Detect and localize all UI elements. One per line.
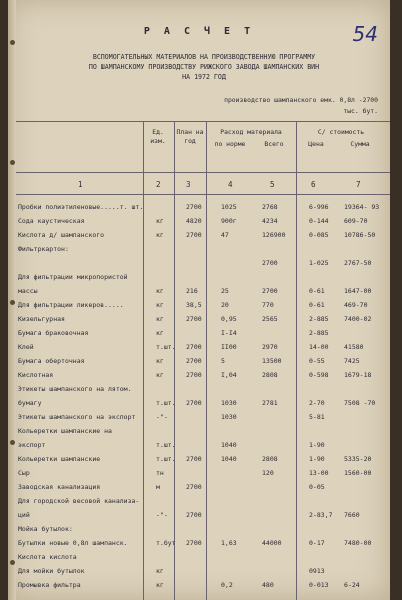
production-line-2: тыс. бут.	[343, 107, 378, 115]
table-row	[16, 382, 390, 396]
cell-name: Этикеты шампанского на экспорт	[18, 413, 136, 421]
cell-price: 0913	[309, 567, 325, 575]
cell-price: 13-00	[309, 469, 329, 477]
cell-sum: 469-70	[344, 301, 368, 309]
table-row	[16, 298, 390, 312]
cell-total: 126900	[262, 231, 286, 239]
document-title: Р А С Ч Е Т	[143, 26, 255, 37]
cell-unit: кг	[156, 567, 164, 575]
header-unit: Ед. изм.	[150, 128, 166, 145]
cell-total: 2808	[262, 371, 278, 379]
cell-norm: 1030	[221, 399, 237, 407]
cell-name: Для мойки бутылок	[18, 567, 85, 575]
production-line-1: производство шампанского емк. 0,8л -2700	[224, 96, 378, 104]
cell-total: 2565	[262, 315, 278, 323]
cell-name: Для фильтрации ликеров.....	[18, 301, 124, 309]
binding-hole	[10, 160, 15, 165]
table-row	[16, 480, 390, 494]
cell-norm: 900г	[221, 217, 237, 225]
cell-price: 0-05	[309, 483, 325, 491]
table-row	[16, 368, 390, 382]
cell-name: экспорт	[18, 441, 46, 449]
cell-plan: 2700	[186, 343, 202, 351]
table-row	[16, 564, 390, 578]
cell-norm: 25	[221, 287, 229, 295]
table-row	[16, 466, 390, 480]
cell-unit: т.шт.	[156, 455, 176, 463]
cell-plan: 216	[186, 287, 198, 295]
table-row	[16, 508, 390, 522]
cell-total: 4234	[262, 217, 278, 225]
cell-plan: 38,5	[186, 301, 202, 309]
cell-price: 2-885	[309, 315, 329, 323]
header-sum: Сумма	[350, 140, 370, 148]
cell-price: 1-025	[309, 259, 329, 267]
cell-norm: 1040	[221, 455, 237, 463]
header-cost: С/ стоимость	[317, 128, 365, 136]
header-plan: План на год	[176, 128, 204, 145]
table-row	[16, 522, 390, 536]
cell-plan: 2700	[186, 455, 202, 463]
cell-name: Заводская канализация	[18, 483, 101, 491]
cell-sum: 2767-50	[344, 259, 372, 267]
cell-price: 0-598	[309, 371, 329, 379]
cell-sum: 5335-20	[344, 455, 372, 463]
binding-hole	[10, 40, 15, 45]
subtitle-line-2: ПО ШАМПАНСКОМУ ПРОИЗВОДСТВУ РИЖСКОГО ЗАВОДА ШАМПАНСКИХ ВИН	[88, 63, 320, 71]
table-row	[16, 494, 390, 508]
cell-name: Кислотная	[18, 371, 54, 379]
table-row	[16, 200, 390, 214]
cell-price: 14-00	[309, 343, 329, 351]
cell-sum: 41580	[344, 343, 364, 351]
cell-norm: II00	[221, 343, 237, 351]
cell-sum: 609-70	[344, 217, 368, 225]
cell-price: 2-885	[309, 329, 329, 337]
cell-plan: 2700	[186, 371, 202, 379]
cell-price: 2-70	[309, 399, 325, 407]
cell-norm: 0,2	[221, 581, 233, 589]
cell-total: 2700	[262, 287, 278, 295]
binding-hole	[10, 560, 15, 565]
cell-unit: кг	[156, 357, 164, 365]
table-row	[16, 340, 390, 354]
cell-name: Кольеретки шампанские	[18, 455, 101, 463]
page-number: 54	[352, 22, 378, 46]
cell-unit: кг	[156, 581, 164, 589]
table-row	[16, 242, 390, 256]
subtitle-line-1: ВСПОМОГАТЕЛЬНЫХ МАТЕРИАЛОВ НА ПРОИЗВОДСТВЕННУЮ ПРОГРАММУ	[92, 53, 316, 61]
cell-unit: кг	[156, 287, 164, 295]
cell-norm: 1025	[221, 203, 237, 211]
cell-norm: 1030	[221, 413, 237, 421]
cell-norm: 1040	[221, 441, 237, 449]
cell-unit: кг	[156, 301, 164, 309]
column-number: 2	[156, 180, 161, 189]
cell-unit: м	[156, 483, 160, 491]
cell-norm: I-I4	[221, 329, 237, 337]
cell-name: Кислота д/ шампанского	[18, 231, 105, 239]
table-row	[16, 256, 390, 270]
cell-plan: 2700	[186, 539, 202, 547]
column-number: 4	[228, 180, 233, 189]
cell-total: 44000	[262, 539, 282, 547]
header-price: Цена	[308, 140, 324, 148]
cell-sum: 1679-18	[344, 371, 372, 379]
column-number-rule	[16, 194, 390, 195]
header-norm: по норме	[214, 140, 246, 148]
table-row	[16, 536, 390, 550]
table-row	[16, 550, 390, 564]
header-bottom-rule	[16, 172, 390, 173]
cell-plan: 2700	[186, 511, 202, 519]
cell-plan: 4820	[186, 217, 202, 225]
column-number: 1	[78, 180, 83, 189]
cell-name: Пробки полиэтиленовые.....т. шт.	[18, 203, 144, 211]
cell-price: 6-996	[309, 203, 329, 211]
cell-unit: тн	[156, 469, 164, 477]
cell-price: 0-61	[309, 301, 325, 309]
table-row	[16, 284, 390, 298]
table-row	[16, 228, 390, 242]
cell-price: 1-90	[309, 441, 325, 449]
cell-name: Для фильтрации микропористой	[18, 273, 128, 281]
cell-name: Фильтркартон:	[18, 245, 69, 253]
cell-name: Кислота кислота	[18, 553, 77, 561]
table-row	[16, 452, 390, 466]
cell-total: 2700	[262, 259, 278, 267]
cell-name: Для городской весовой канализа-	[18, 497, 140, 505]
cell-price: 0-55	[309, 357, 325, 365]
cell-name: массы	[18, 287, 38, 295]
cell-norm: 5	[221, 357, 225, 365]
header-consumption: Расход материала	[220, 128, 282, 136]
cell-unit: кг	[156, 217, 164, 225]
table-row	[16, 214, 390, 228]
table-row	[16, 270, 390, 284]
cell-price: 0-085	[309, 231, 329, 239]
cell-name: Сыр	[18, 469, 30, 477]
cell-norm: 0,95	[221, 315, 237, 323]
cell-name: Бутылки новые 0,8л шампанск.	[18, 539, 128, 547]
cell-sum: 7660	[344, 511, 360, 519]
cell-sum: 7425	[344, 357, 360, 365]
cell-plan: 2700	[186, 231, 202, 239]
cell-name: Этикеты шампанского на лятом.	[18, 385, 132, 393]
cell-plan: 2700	[186, 203, 202, 211]
cell-sum: 1560-00	[344, 469, 372, 477]
table-row	[16, 424, 390, 438]
cell-sum: 7400-02	[344, 315, 372, 323]
cell-sum: 7508 -70	[344, 399, 376, 407]
binding-hole	[10, 300, 15, 305]
cell-price: 5-81	[309, 413, 325, 421]
cell-price: 0-144	[309, 217, 329, 225]
cell-name: Кольеретки шампанские на	[18, 427, 112, 435]
cell-sum: 7480-00	[344, 539, 372, 547]
column-number: 7	[356, 180, 361, 189]
cell-name: Кизельгурная	[18, 315, 65, 323]
cell-name: ций	[18, 511, 30, 519]
cell-unit: кг	[156, 231, 164, 239]
cell-plan: 2700	[186, 315, 202, 323]
cell-total: 2781	[262, 399, 278, 407]
cell-price: 0-17	[309, 539, 325, 547]
column-number: 5	[270, 180, 275, 189]
cell-total: 2970	[262, 343, 278, 351]
subtitle-line-3: НА 1972 ГОД	[182, 73, 226, 81]
table-row	[16, 312, 390, 326]
table-row	[16, 578, 390, 592]
cell-unit: кг	[156, 315, 164, 323]
cell-plan: 2700	[186, 357, 202, 365]
table-row	[16, 354, 390, 368]
cell-norm: 1,63	[221, 539, 237, 547]
cell-norm: 20	[221, 301, 229, 309]
cell-price: 1-90	[309, 455, 325, 463]
production-note	[224, 95, 378, 117]
column-number: 3	[186, 180, 191, 189]
cell-unit: -"-	[156, 413, 168, 421]
table-row	[16, 410, 390, 424]
cell-unit: т.шт.	[156, 343, 176, 351]
cell-name: Бумага оберточная	[18, 357, 85, 365]
cell-sum: 10786-50	[344, 231, 376, 239]
cell-unit: -"-	[156, 511, 168, 519]
cell-name: Сода каустическая	[18, 217, 85, 225]
cell-name: бумагу	[18, 399, 42, 407]
cell-price: 2-83,7	[309, 511, 333, 519]
cell-plan: 2700	[186, 399, 202, 407]
table-top-rule	[16, 121, 390, 122]
header-total: Всего	[264, 140, 284, 148]
cell-sum: 1647-00	[344, 287, 372, 295]
table-row	[16, 438, 390, 452]
cell-name: Клей	[18, 343, 34, 351]
cell-unit: т.шт.	[156, 441, 176, 449]
cell-sum: 6-24	[344, 581, 360, 589]
binding-hole	[10, 440, 15, 445]
cell-sum: 19364- 93	[344, 203, 380, 211]
cell-price: 0-013	[309, 581, 329, 589]
cell-total: 2768	[262, 203, 278, 211]
cell-total: 2808	[262, 455, 278, 463]
cell-unit: кг	[156, 329, 164, 337]
cell-name: Бумага браковочная	[18, 329, 89, 337]
table-row	[16, 326, 390, 340]
cell-total: 770	[262, 301, 274, 309]
cell-price: 0-61	[309, 287, 325, 295]
column-number: 6	[311, 180, 316, 189]
cell-total: 120	[262, 469, 274, 477]
cell-name: Промывка фильтра	[18, 581, 81, 589]
cell-norm: 47	[221, 231, 229, 239]
document-sheet	[8, 0, 390, 600]
cell-norm: I,04	[221, 371, 237, 379]
cell-unit: т.шт.	[156, 399, 176, 407]
cell-total: 13500	[262, 357, 282, 365]
cell-name: Мойка бутылок:	[18, 525, 73, 533]
cell-unit: т.бут	[156, 539, 176, 547]
cell-unit: кг	[156, 371, 164, 379]
cell-plan: 2700	[186, 483, 202, 491]
cell-total: 480	[262, 581, 274, 589]
table-row	[16, 396, 390, 410]
